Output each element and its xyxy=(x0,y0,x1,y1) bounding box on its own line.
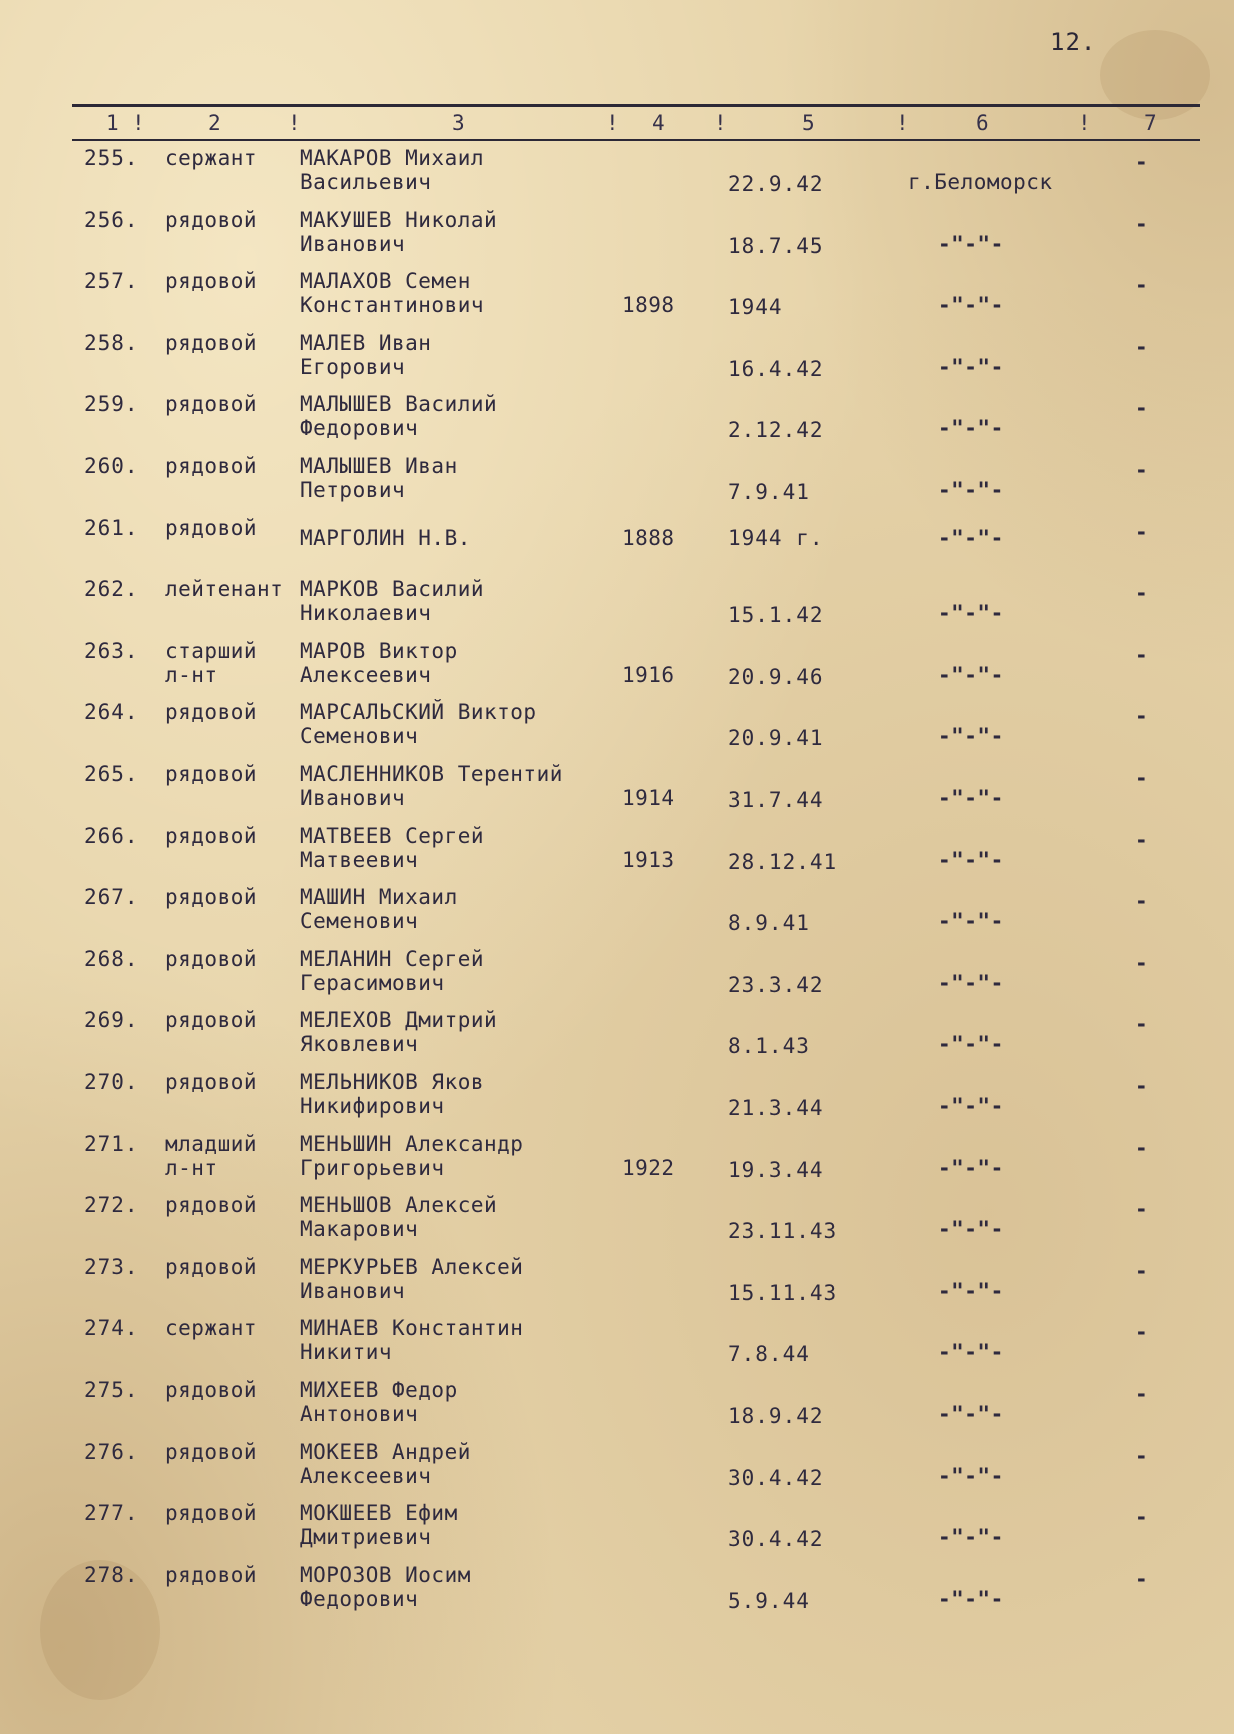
rank-cell xyxy=(165,392,295,416)
rank-cell xyxy=(165,208,295,232)
place: -"-"- xyxy=(938,478,1004,502)
record-number: 273. xyxy=(84,1254,139,1279)
patronymic: Алексеевич xyxy=(300,1463,432,1488)
table-row xyxy=(0,208,1234,270)
patronymic: Федорович xyxy=(300,1586,419,1611)
place: -"-"- xyxy=(938,354,1004,379)
date: 1944 г. xyxy=(728,525,824,550)
full-name: МАЛЫШЕВ Иван xyxy=(300,454,458,478)
place: -"-"- xyxy=(938,970,1004,995)
rank: рядовой xyxy=(165,885,258,910)
date: 1944 xyxy=(728,295,783,320)
full-name: МЕЛЬНИКОВ Яков xyxy=(300,1070,485,1094)
table-row xyxy=(0,516,1234,578)
place: -"-"- xyxy=(938,1217,1004,1242)
place: -"-"- xyxy=(938,293,1004,318)
table-row xyxy=(0,454,1234,516)
full-name: МАШИН Михаил xyxy=(300,885,458,910)
record-number: 255. xyxy=(84,146,139,170)
place: -"-"- xyxy=(938,786,1004,810)
note-dash: - xyxy=(1135,519,1148,544)
full-name: МАРОВ Виктор xyxy=(300,638,458,663)
date: 18.9.42 xyxy=(728,1404,824,1428)
record-number: 261. xyxy=(84,515,139,540)
date: 19.3.44 xyxy=(728,1157,824,1182)
record-number: 268. xyxy=(84,946,139,971)
column-separator: ! xyxy=(288,111,301,135)
column-separator: ! xyxy=(714,111,727,135)
record-number: 278. xyxy=(84,1562,139,1587)
place: -"-"- xyxy=(938,601,1004,626)
full-name: МАКАРОВ Михаил xyxy=(300,146,485,170)
record-number: 266. xyxy=(84,823,139,848)
birth-year: 1914 xyxy=(622,786,675,810)
place: -"-"- xyxy=(938,525,1004,550)
rank: сержант xyxy=(165,146,258,170)
place: -"-"- xyxy=(938,724,1004,749)
rank-cell xyxy=(165,1563,295,1587)
table-row xyxy=(0,269,1234,331)
rank: рядовой xyxy=(165,946,258,971)
date: 31.7.44 xyxy=(728,788,824,812)
page-number: 12. xyxy=(1050,28,1097,56)
table-row xyxy=(0,1378,1234,1440)
note-dash: - xyxy=(1135,581,1148,606)
patronymic: Алексеевич xyxy=(300,662,432,687)
table-row xyxy=(0,577,1234,639)
rank-cell xyxy=(165,700,295,724)
place: г.Беломорск xyxy=(908,170,1053,194)
table-row xyxy=(0,1501,1234,1563)
place: -"-"- xyxy=(938,231,1004,256)
table-row xyxy=(0,1255,1234,1317)
full-name: МАЛЫШЕВ Василий xyxy=(300,392,498,417)
note-dash: - xyxy=(1135,150,1148,174)
birth-year: 1888 xyxy=(622,525,675,550)
rank: рядовой xyxy=(165,269,258,294)
place: -"-"- xyxy=(938,909,1004,934)
birth-year: 1922 xyxy=(622,1155,675,1180)
table-row xyxy=(0,639,1234,701)
rank: рядовой xyxy=(165,700,258,725)
record-number: 267. xyxy=(84,885,139,910)
note-dash: - xyxy=(1135,827,1148,852)
column-header-1: 1 xyxy=(106,111,119,135)
full-name: МАТВЕЕВ Сергей xyxy=(300,823,485,848)
table-row xyxy=(0,885,1234,947)
date: 7.8.44 xyxy=(728,1342,810,1367)
column-header-2: 2 xyxy=(208,111,221,135)
column-separator: ! xyxy=(132,111,145,135)
place: -"-"- xyxy=(938,847,1004,872)
note-dash: - xyxy=(1135,1258,1148,1283)
note-dash: - xyxy=(1135,889,1148,914)
record-number: 260. xyxy=(84,454,139,478)
patronymic: Иванович xyxy=(300,231,406,256)
full-name: МЕНЬШОВ Алексей xyxy=(300,1193,498,1218)
rank-cell xyxy=(165,762,295,786)
note-dash: - xyxy=(1135,704,1148,729)
place: -"-"- xyxy=(938,1586,1004,1611)
rank-cell xyxy=(165,331,295,355)
date: 15.1.42 xyxy=(728,603,824,628)
date: 23.3.42 xyxy=(728,972,824,997)
place: -"-"- xyxy=(938,662,1004,687)
patronymic: Никитич xyxy=(300,1340,393,1365)
birth-year: 1916 xyxy=(622,662,675,687)
date: 7.9.41 xyxy=(728,480,810,504)
place: -"-"- xyxy=(938,1525,1004,1550)
table-row xyxy=(0,700,1234,762)
rank: рядовой xyxy=(165,1070,258,1094)
date: 18.7.45 xyxy=(728,233,824,258)
full-name: МАРГОЛИН Н.В. xyxy=(300,525,471,550)
patronymic: Никифирович xyxy=(300,1094,445,1118)
record-number: 271. xyxy=(84,1131,139,1156)
full-name: МОКШЕЕВ Ефим xyxy=(300,1501,458,1526)
date: 30.4.42 xyxy=(728,1465,824,1490)
table-row xyxy=(0,762,1234,824)
rank: рядовой xyxy=(165,330,258,355)
note-dash: - xyxy=(1135,396,1148,421)
record-number: 272. xyxy=(84,1193,139,1218)
patronymic: Иванович xyxy=(300,1278,406,1303)
patronymic: Николаевич xyxy=(300,601,432,626)
note-dash: - xyxy=(1135,458,1148,482)
rank: рядовой xyxy=(165,1439,258,1464)
patronymic: Антонович xyxy=(300,1402,419,1426)
rank: рядовой xyxy=(165,1193,258,1218)
rank-cell xyxy=(165,1255,295,1279)
table-row xyxy=(0,947,1234,1009)
rank: рядовой xyxy=(165,1562,258,1587)
birth-year: 1913 xyxy=(622,847,675,872)
full-name: МЕНЬШИН Александр xyxy=(300,1131,524,1156)
patronymic: Егорович xyxy=(300,354,406,379)
column-header-5: 5 xyxy=(802,111,815,135)
rank: сержант xyxy=(165,1316,258,1341)
full-name: МОКЕЕВ Андрей xyxy=(300,1439,471,1464)
rank: рядовой xyxy=(165,762,258,786)
column-header-6: 6 xyxy=(976,111,989,135)
place: -"-"- xyxy=(938,1463,1004,1488)
rank-line-2: л-нт xyxy=(165,1155,218,1180)
note-dash: - xyxy=(1135,1012,1148,1037)
rank-cell xyxy=(165,1440,295,1464)
rank-cell xyxy=(165,947,295,971)
rank: рядовой xyxy=(165,1008,258,1033)
date: 22.9.42 xyxy=(728,172,824,196)
rank: рядовой xyxy=(165,392,258,417)
column-header-3: 3 xyxy=(452,111,465,135)
rank: рядовой xyxy=(165,207,258,232)
record-number: 259. xyxy=(84,392,139,417)
note-dash: - xyxy=(1135,1505,1148,1530)
patronymic: Яковлевич xyxy=(300,1032,419,1057)
record-number: 275. xyxy=(84,1378,139,1402)
table-row xyxy=(0,1132,1234,1194)
date: 16.4.42 xyxy=(728,356,824,381)
note-dash: - xyxy=(1135,1197,1148,1222)
note-dash: - xyxy=(1135,334,1148,359)
note-dash: - xyxy=(1135,1382,1148,1406)
note-dash: - xyxy=(1135,1135,1148,1160)
full-name: МАЛАХОВ Семен xyxy=(300,269,471,294)
date: 20.9.41 xyxy=(728,726,824,751)
table-row xyxy=(0,1193,1234,1255)
note-dash: - xyxy=(1135,211,1148,236)
full-name: МАРСАЛЬСКИЙ Виктор xyxy=(300,700,537,725)
rank-cell xyxy=(165,269,295,293)
table-row xyxy=(0,1563,1234,1625)
record-number: 269. xyxy=(84,1008,139,1033)
rank: рядовой xyxy=(165,515,258,540)
patronymic: Дмитриевич xyxy=(300,1525,432,1550)
table-row xyxy=(0,331,1234,393)
table-row xyxy=(0,392,1234,454)
rank-cell xyxy=(165,1008,295,1032)
full-name: МАЛЕВ Иван xyxy=(300,330,432,355)
rank-cell xyxy=(165,1316,295,1340)
column-separator: ! xyxy=(1078,111,1091,135)
rank-cell xyxy=(165,1378,295,1402)
rank: старший xyxy=(165,638,258,663)
patronymic: Петрович xyxy=(300,478,406,502)
rank-cell xyxy=(165,454,295,478)
rank: рядовой xyxy=(165,1254,258,1279)
record-number: 264. xyxy=(84,700,139,725)
date: 8.9.41 xyxy=(728,911,810,936)
note-dash: - xyxy=(1135,273,1148,298)
note-dash: - xyxy=(1135,642,1148,667)
note-dash: - xyxy=(1135,950,1148,975)
rank-line-2: л-нт xyxy=(165,662,218,687)
full-name: МАСЛЕННИКОВ Терентий xyxy=(300,762,563,786)
date: 30.4.42 xyxy=(728,1527,824,1552)
table-row xyxy=(0,824,1234,886)
table-row xyxy=(0,146,1234,208)
rank-cell xyxy=(165,146,295,170)
column-separator: ! xyxy=(896,111,909,135)
header-rule-top xyxy=(72,104,1200,107)
record-number: 256. xyxy=(84,207,139,232)
patronymic: Васильевич xyxy=(300,170,432,194)
record-number: 274. xyxy=(84,1316,139,1341)
rank-cell xyxy=(165,1132,295,1180)
rank-cell xyxy=(165,639,295,687)
full-name: МАРКОВ Василий xyxy=(300,577,485,602)
patronymic: Семенович xyxy=(300,909,419,934)
table-row xyxy=(0,1008,1234,1070)
record-number: 262. xyxy=(84,577,139,602)
column-header-7: 7 xyxy=(1144,111,1157,135)
rank-cell xyxy=(165,824,295,848)
full-name: МИНАЕВ Константин xyxy=(300,1316,524,1341)
rank: рядовой xyxy=(165,823,258,848)
note-dash: - xyxy=(1135,1566,1148,1591)
note-dash: - xyxy=(1135,1320,1148,1345)
table-row xyxy=(0,1316,1234,1378)
patronymic: Федорович xyxy=(300,416,419,441)
patronymic: Константинович xyxy=(300,293,485,318)
full-name: МИХЕЕВ Федор xyxy=(300,1378,458,1402)
rank-cell xyxy=(165,516,295,540)
place: -"-"- xyxy=(938,1032,1004,1057)
rank-cell xyxy=(165,1501,295,1525)
table-row xyxy=(0,1070,1234,1132)
full-name: МЕЛАНИН Сергей xyxy=(300,946,485,971)
record-number: 258. xyxy=(84,330,139,355)
note-dash: - xyxy=(1135,766,1148,790)
place: -"-"- xyxy=(938,1094,1004,1118)
date: 5.9.44 xyxy=(728,1588,810,1613)
date: 21.3.44 xyxy=(728,1096,824,1120)
date: 15.11.43 xyxy=(728,1280,838,1305)
record-number: 270. xyxy=(84,1070,139,1094)
place: -"-"- xyxy=(938,1402,1004,1426)
place: -"-"- xyxy=(938,416,1004,441)
rank: рядовой xyxy=(165,1501,258,1526)
patronymic: Матвеевич xyxy=(300,847,419,872)
rank: рядовой xyxy=(165,1378,258,1402)
record-number: 277. xyxy=(84,1501,139,1526)
date: 23.11.43 xyxy=(728,1219,838,1244)
record-number: 265. xyxy=(84,762,139,786)
patronymic: Макарович xyxy=(300,1217,419,1242)
note-dash: - xyxy=(1135,1074,1148,1098)
full-name: МЕРКУРЬЕВ Алексей xyxy=(300,1254,524,1279)
full-name: МОРОЗОВ Иосим xyxy=(300,1562,471,1587)
record-number: 263. xyxy=(84,638,139,663)
patronymic: Герасимович xyxy=(300,970,445,995)
patronymic: Семенович xyxy=(300,724,419,749)
date: 2.12.42 xyxy=(728,418,824,443)
table-row xyxy=(0,1440,1234,1502)
rank: младший xyxy=(165,1131,258,1156)
rank-cell xyxy=(165,1070,295,1094)
record-number: 276. xyxy=(84,1439,139,1464)
column-header-4: 4 xyxy=(652,111,665,135)
header-rule-bottom xyxy=(72,139,1200,141)
column-separator: ! xyxy=(606,111,619,135)
rank: рядовой xyxy=(165,454,258,478)
patronymic: Григорьевич xyxy=(300,1155,445,1180)
note-dash: - xyxy=(1135,1443,1148,1468)
rank-cell xyxy=(165,1193,295,1217)
place: -"-"- xyxy=(938,1340,1004,1365)
date: 8.1.43 xyxy=(728,1034,810,1059)
birth-year: 1898 xyxy=(622,293,675,318)
place: -"-"- xyxy=(938,1155,1004,1180)
place: -"-"- xyxy=(938,1278,1004,1303)
record-number: 257. xyxy=(84,269,139,294)
patronymic: Иванович xyxy=(300,786,406,810)
rank-cell xyxy=(165,885,295,909)
date: 20.9.46 xyxy=(728,664,824,689)
full-name: МЕЛЕХОВ Дмитрий xyxy=(300,1008,498,1033)
rank: лейтенант xyxy=(165,577,284,602)
full-name: МАКУШЕВ Николай xyxy=(300,207,498,232)
date: 28.12.41 xyxy=(728,849,838,874)
